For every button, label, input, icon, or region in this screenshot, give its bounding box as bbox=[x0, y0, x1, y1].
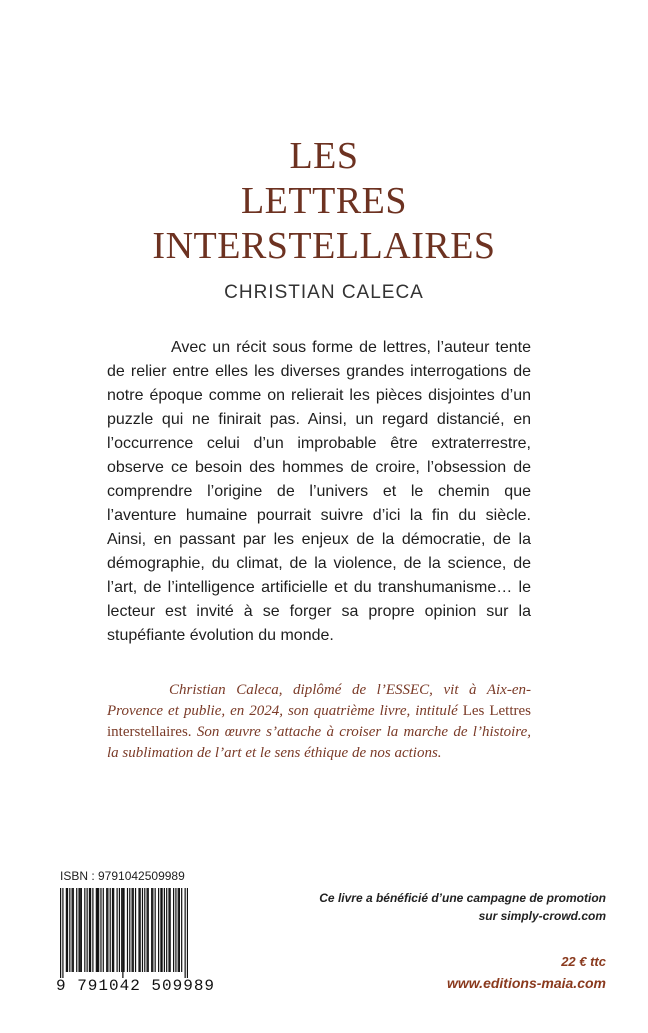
title-line-1: LES bbox=[289, 135, 359, 177]
book-title bbox=[0, 134, 648, 269]
promo-line-2: sur simply-crowd.com bbox=[478, 909, 606, 923]
book-blurb: Avec un récit sous forme de lettres, l’auteur tente de relier entre elles les diverses grandes interrogations de notre époque comme on relierait les pièces disjointes d’un puzzle qui ne finirait pas. Ainsi, un regard distancié, en l’occurrence celui d’un improbable être extraterrestre, observe ce besoin des hommes de croire, l’obsession de comprendre l’origine de l’univers et le chemin que l’aventure humaine pourrait suivre d’ici la fin du siècle. Ainsi, en passant par les enjeux de la démocratie, de la démographie, du climat, de la violence, de la science, de l’art, de l’intelligence artificielle et du transhumanisme… le lecteur est invité à se forger sa propre opinion sur la stupéfiante évolution du monde. bbox=[107, 339, 531, 644]
barcode-graphic bbox=[60, 888, 188, 978]
price: 22 € ttc bbox=[561, 954, 606, 969]
bio-part-2: Son œuvre s’attache à croiser la marche de l’histoire, la sublimation de l’art et le sens éthique de nos actions. bbox=[107, 724, 531, 761]
promo-line-1: Ce livre a bénéficié d’une campagne de promotion bbox=[319, 891, 606, 905]
title-line-2: LETTRES bbox=[240, 180, 408, 222]
author-bio bbox=[107, 680, 531, 764]
bio-book-title: Les Lettres interstellaires. bbox=[107, 703, 531, 740]
bio-part-1: Christian Caleca, diplômé de l’ESSEC, vit à Aix-en-Provence et publie, en 2024, son quatrième livre, intitulé bbox=[107, 682, 531, 719]
isbn-label: ISBN : 9791042509989 bbox=[60, 869, 185, 883]
author-name: CHRISTIAN CALECA bbox=[224, 282, 424, 303]
title-line-3: INTERSTELLAIRES bbox=[152, 225, 496, 267]
barcode-digits: 9 791042 509989 bbox=[56, 977, 216, 995]
promo-note bbox=[306, 889, 606, 925]
publisher-website: www.editions-maia.com bbox=[447, 975, 606, 991]
